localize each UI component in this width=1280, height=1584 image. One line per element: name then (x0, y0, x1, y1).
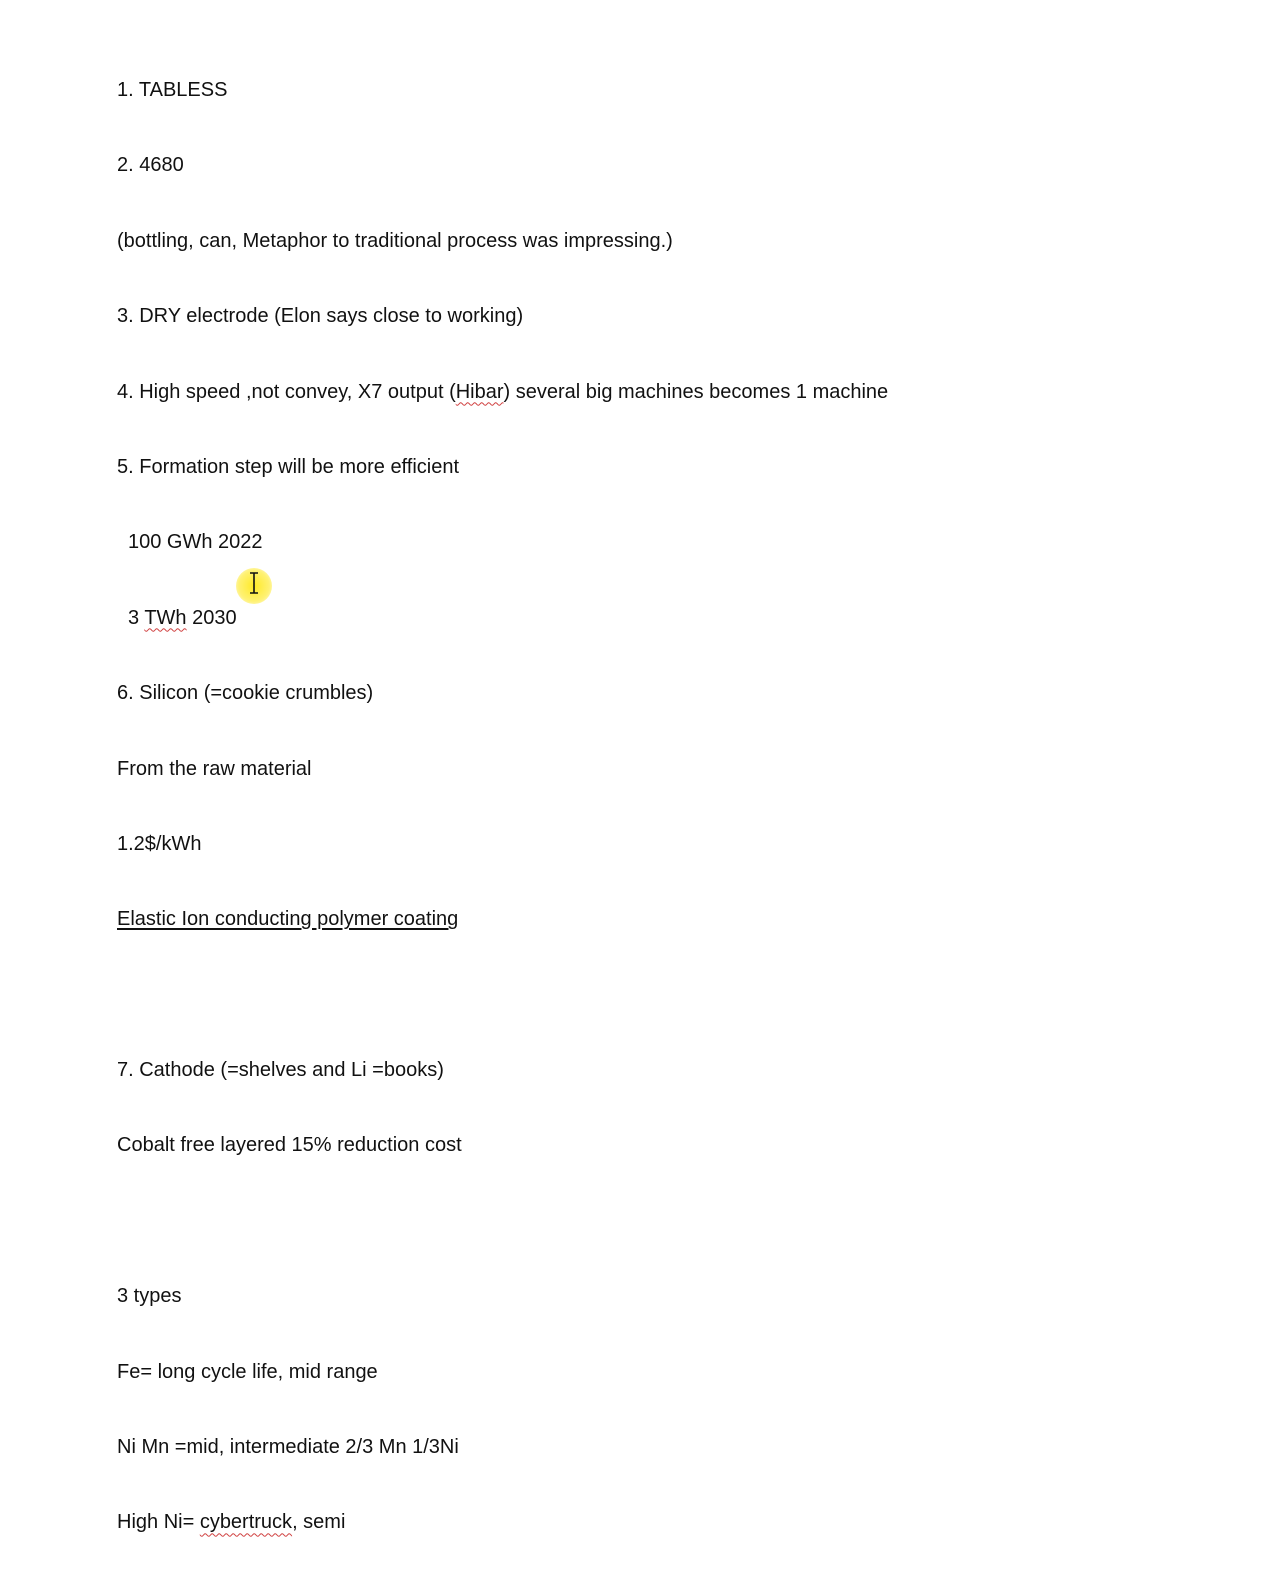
spelling-flag[interactable]: cybertruck (199, 1511, 293, 1534)
note-line-high-speed (117, 378, 888, 407)
note-line-cathode: 7. Cathode (=shelves and Li =books) (117, 1059, 444, 1082)
note-text: ) several big machines becomes 1 machine (503, 380, 889, 403)
note-line-formation: 5. Formation step will be more efficient (117, 455, 460, 478)
spelling-flag[interactable]: TWh (144, 606, 187, 629)
note-text: 2/3 Mn 1/3Ni (339, 1436, 459, 1459)
note-line-three-types: 3 types (117, 1285, 182, 1308)
note-text: , semi (292, 1511, 346, 1534)
note-line-cobalt-free: Cobalt free layered 15% reduction cost (117, 1134, 462, 1157)
note-line-bottling: (bottling, can, Metaphor to traditional process was impressing.) (117, 229, 673, 252)
blank-line (117, 981, 888, 1010)
note-line-ni-mn (117, 1433, 888, 1462)
note-line-fe: Fe= long cycle life, mid range (117, 1360, 378, 1383)
note-line-silicon: 6. Silicon (=cookie crumbles) (117, 682, 374, 705)
note-text: 4. High speed ,not convey, X7 output ( (117, 380, 456, 403)
note-line-polymer-coating (117, 905, 888, 934)
text-cursor-icon (249, 572, 259, 594)
spelling-flag[interactable]: Hibar (455, 380, 504, 403)
note-line-tabless: 1. TABLESS (117, 79, 228, 101)
note-line-raw-material: From the raw material (117, 757, 312, 780)
note-text: 3 (128, 606, 145, 629)
note-text: 2030 (186, 606, 237, 629)
underlined-text: Elastic Ion conducting polymer coating (117, 908, 459, 931)
note-line-gwh: 100 GWh 2022 (128, 531, 263, 554)
note-text: High Ni= (117, 1511, 200, 1534)
notes-body[interactable] (117, 30, 888, 1584)
note-line-dry-electrode: 3. DRY electrode (Elon says close to working) (117, 305, 524, 328)
note-text: Ni Mn = (117, 1436, 187, 1459)
blank-line (117, 1207, 888, 1236)
note-line-twh (117, 604, 888, 633)
note-line-cost: 1.2$/kWh (117, 832, 202, 855)
note-text: mid, intermediate (186, 1436, 340, 1459)
note-line-4680: 2. 4680 (117, 154, 184, 177)
note-line-high-ni (117, 1508, 888, 1537)
